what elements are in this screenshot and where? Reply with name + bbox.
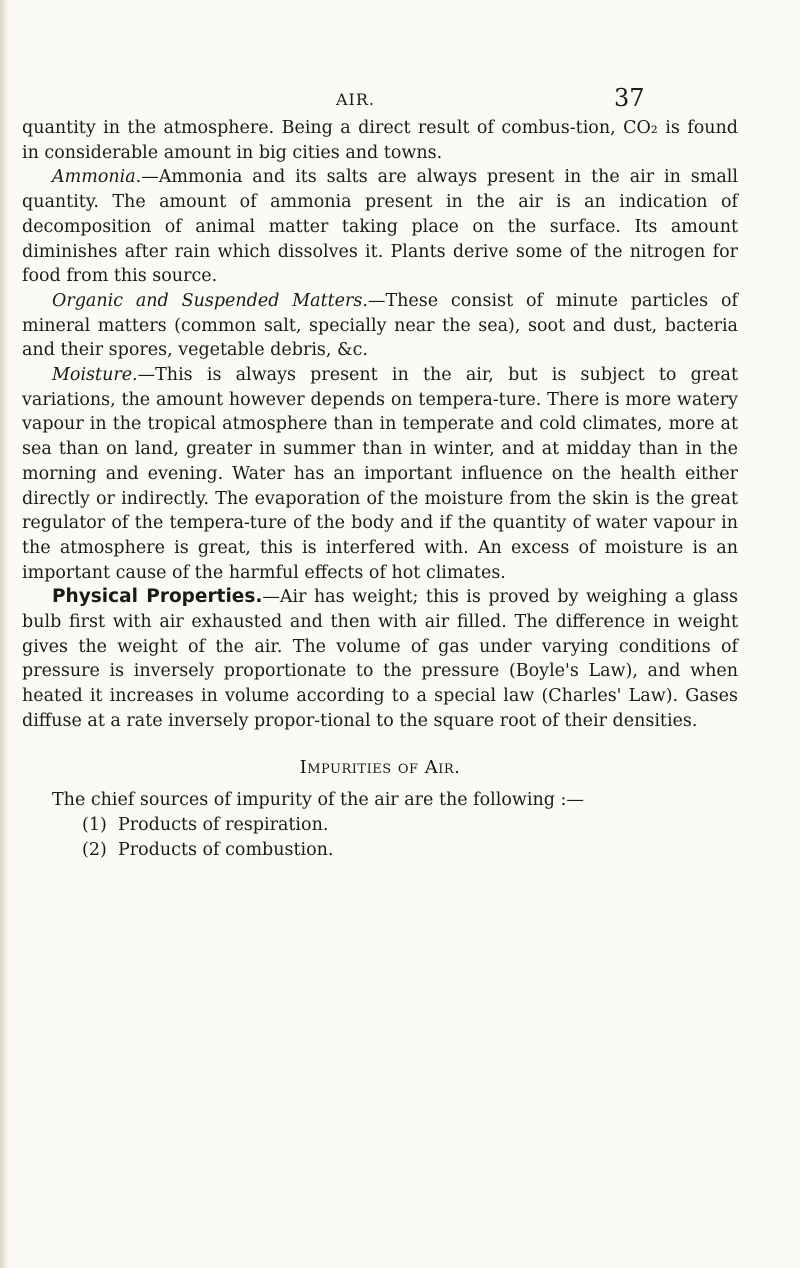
paragraph-text: quantity in the atmosphere. Being a direct result of combus-tion, CO₂ is found in considerable amount in big cities and towns. xyxy=(22,118,738,163)
list-item-text: Products of respiration. xyxy=(118,814,329,835)
paragraph-heading: Moisture. xyxy=(52,365,138,386)
list-item-number: (1) xyxy=(82,814,107,835)
paragraph-heading: Physical Properties. xyxy=(52,586,263,608)
section-heading-impurities: Impurities of Air. xyxy=(299,756,461,778)
paragraph-moisture xyxy=(22,363,738,585)
paragraph-heading: Ammonia. xyxy=(52,167,142,188)
paragraph-text: —Ammonia and its salts are always present in the air in small quantity. The amount of ammonia present in the air is an indication of decomposition of animal matter taking place on the surface. Its amount diminishes after rain which dissolves it. Plants derive some of the nitrogen for food from this source. xyxy=(22,167,738,287)
paragraph-physical-properties xyxy=(22,585,738,733)
paragraph-text: The chief sources of impurity of the air are the following :— xyxy=(52,790,584,811)
page-binding-edge xyxy=(0,0,9,1268)
paragraph-text: —This is always present in the air, but is subject to great variations, the amount however depends on tempera-ture. There is more watery vapour in the tropical atmosphere than in temperate and cold climates, more at sea than on land, greater in summer than in winter, and at midday than in the morning and evening. Water has an important influence on the health either directly or indirectly. The evaporation of the moisture from the skin is the great regulator of the tempera-ture of the body and if the quantity of water vapour in the atmosphere is great, this is interfered with. An excess of moisture is an important cause of the harmful effects of hot climates. xyxy=(22,365,738,583)
paragraph-text: —Air has weight; this is proved by weighing a glass bulb first with air exhausted and then with air filled. The difference in weight gives the weight of the air. The volume of gas under varying conditions of pressure is inversely proportionate to the pressure (Boyle's Law), and when heated it increases in volume according to a special law (Charles' Law). Gases diffuse at a rate inversely propor-tional to the square root of their densities. xyxy=(22,587,738,731)
list-item xyxy=(22,813,738,838)
impurities-list xyxy=(22,813,738,862)
body-text xyxy=(22,116,738,862)
paragraph-heading: Organic and Suspended Matters. xyxy=(52,290,368,311)
paragraph-text: —These consist of minute particles of mineral matters (common salt, specially near the sea), soot and dust, bacteria and their spores, vegetable debris, &c. xyxy=(22,290,738,361)
impurities-intro xyxy=(22,788,738,813)
paragraph-co2-continuation xyxy=(22,116,738,165)
list-item-number: (2) xyxy=(82,839,107,860)
paragraph-ammonia xyxy=(22,165,738,289)
running-head xyxy=(0,84,800,114)
list-item-text: Products of combustion. xyxy=(118,839,334,860)
list-item xyxy=(22,838,738,863)
page-number: 37 xyxy=(614,84,645,112)
running-head-title: AIR. xyxy=(336,90,376,109)
paragraph-organic-matters xyxy=(22,289,738,363)
